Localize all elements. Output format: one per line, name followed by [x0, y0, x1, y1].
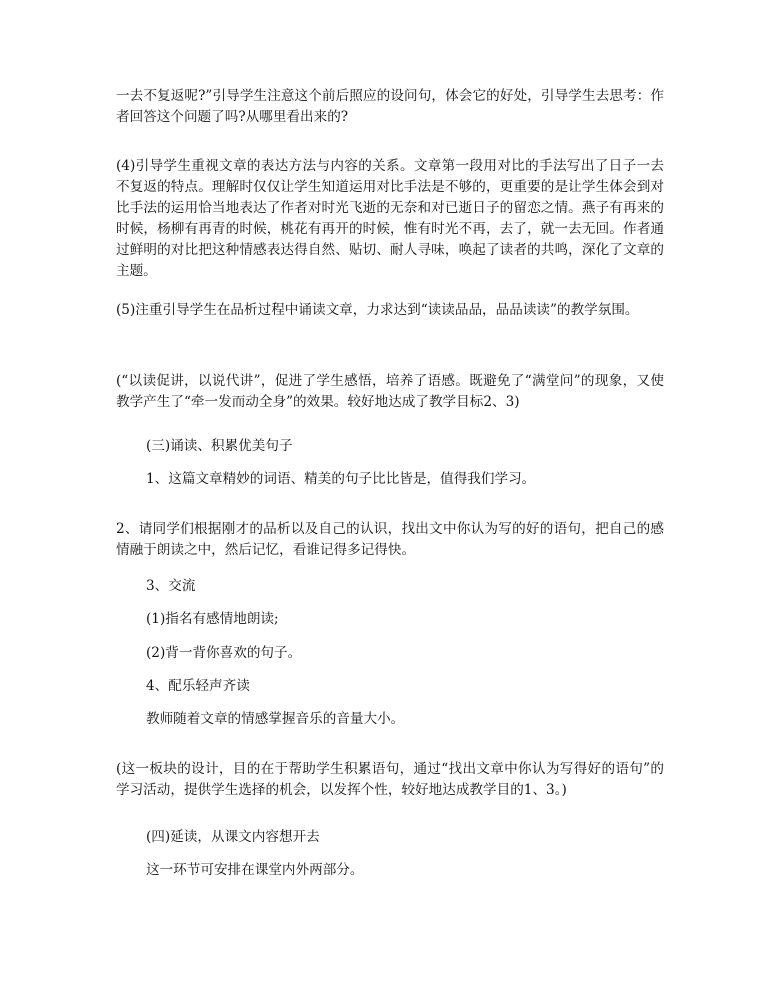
closing-paragraph: 这一环节可安排在课堂内外两部分。 [146, 862, 364, 878]
list-item-1: 1、这篇文章精妙的词语、精美的句子比比皆是，值得我们学习。 [146, 471, 536, 487]
paragraph-3: (5)注重引导学生在品析过程中诵读文章，力求达到“读读品品，品品读读”的教学氛围。 [116, 302, 639, 318]
section-heading-4: (四)延读，从课文内容想开去 [146, 829, 320, 845]
paragraph-2: (4)引导学生重视文章的表达方法与内容的关系。文章第一段用对比的手法写出了日子一去不复返的特点。理解时仅仅让学生知道运用对比手法是不够的，更重要的是让学生体会到对比手法的运用恰当地表达了作者对时光飞逝的无奈和对已逝日子的留恋之情。燕子有再来的时候，杨柳有再青的时候，桃花有再开的时候，惟有时光不再，去了，就一去无回。作者通过鲜明的对比把这种情感表达得自然、贴切、耐人寻味，唤起了读者的共鸣，深化了文章的主题。 [116, 158, 664, 279]
sub-item-1: (1)指名有感情地朗读; [146, 611, 279, 627]
teacher-note: 教师随着文章的情感掌握音乐的音量大小。 [146, 711, 405, 727]
list-item-3: 3、交流 [146, 578, 196, 594]
sub-item-2: (2)背一背你喜欢的句子。 [146, 645, 302, 661]
section-heading-3: (三)诵读、积累优美句子 [146, 438, 293, 454]
paragraph-1: 一去不复返呢?”引导学生注意这个前后照应的设问句，体会它的好处，引导学生去思考：作者回答这个问题了吗?从哪里看出来的? [116, 88, 664, 125]
list-item-2: 2、请同学们根据刚才的品析以及自己的认识，找出文中你认为写的好的语句，把自己的感情融于朗读之中，然后记忆，看谁记得多记得快。 [116, 521, 664, 558]
paragraph-4: (“以读促讲，以说代讲”，促进了学生感悟，培养了语感。既避免了“满堂问”的现象，又使教学产生了“牵一发而动全身”的效果。较好地达成了教学目标2、3) [116, 373, 664, 410]
design-note: (这一板块的设计，目的在于帮助学生积累语句，通过“找出文章中你认为写得好的语句”的学习活动，提供学生选择的机会，以发挥个性，较好地达成教学目的1、3。) [116, 761, 664, 798]
list-item-4: 4、配乐轻声齐读 [146, 678, 250, 694]
